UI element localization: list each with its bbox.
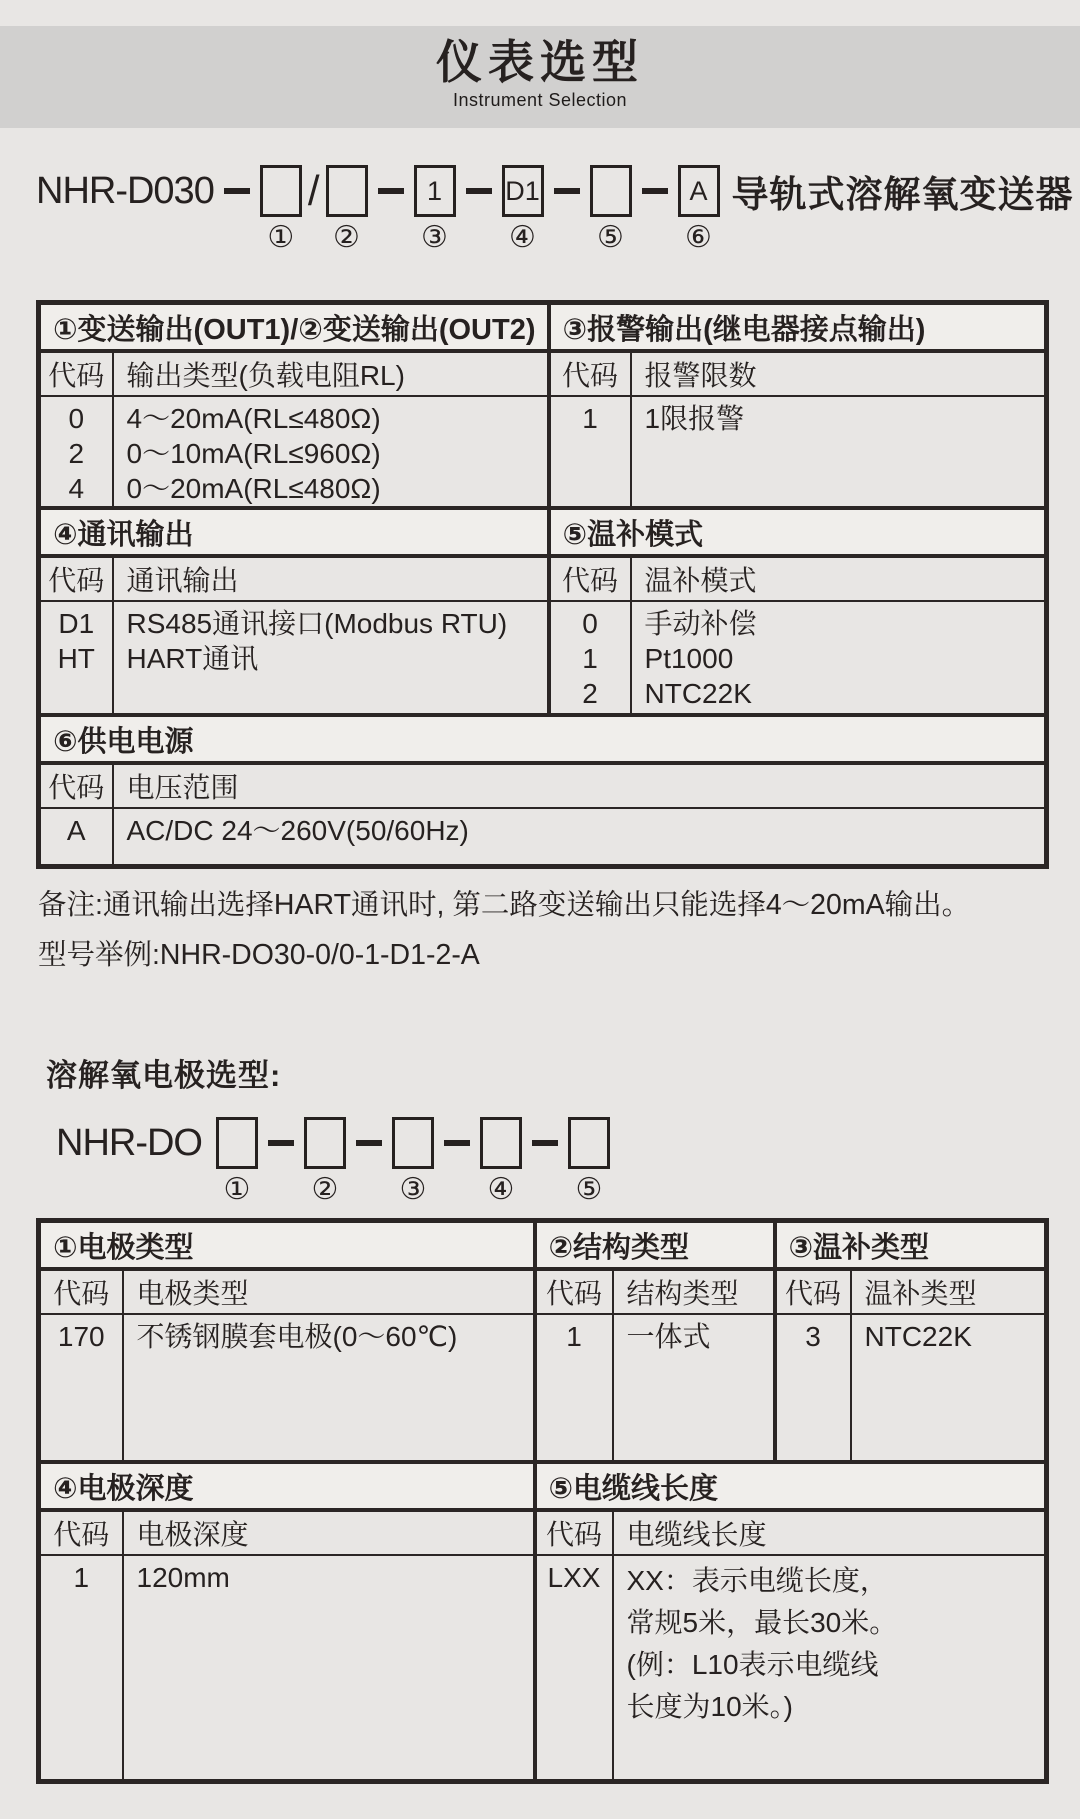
code-cell: 1 <box>549 396 631 508</box>
box-value: A <box>689 175 708 206</box>
section-title: ①电极类型 <box>39 1221 535 1270</box>
label-cell: NTC22K <box>851 1314 1047 1462</box>
label-cell: 1限报警 <box>631 396 1047 508</box>
code-cell: 170 <box>39 1314 123 1462</box>
model-code-box-1 <box>216 1117 258 1206</box>
section-title: ②结构类型 <box>535 1221 775 1270</box>
note-remark: 备注:通讯输出选择HART通讯时, 第二路变送输出只能选择4～20mA输出。 <box>38 889 971 921</box>
circled-number-5: ⑤ <box>597 221 624 254</box>
circled-number-3: ③ <box>399 1173 427 1206</box>
circled-number-1: ① <box>267 221 295 254</box>
header-band <box>0 26 1080 128</box>
box-value: D1 <box>505 175 540 206</box>
circled-number-2: ② <box>311 1173 339 1206</box>
model-code-box-3 <box>392 1117 434 1206</box>
table-section-header-row <box>39 715 1047 763</box>
notes-block <box>38 880 970 980</box>
label-cell: 一体式 <box>613 1314 775 1462</box>
code-cell: 1 <box>39 1555 123 1781</box>
circled-number-4: ④ <box>509 221 536 254</box>
label-cell: 不锈钢膜套电极(0～60℃) <box>123 1314 535 1462</box>
col-header-label: 电极深度 <box>123 1510 535 1555</box>
section-title: ④通讯输出 <box>39 508 549 556</box>
code-cell: 0 2 4 <box>39 396 113 508</box>
electrode-selection-table <box>36 1218 1049 1784</box>
circled-number-1: ① <box>223 1173 251 1206</box>
code-cell: 3 <box>775 1314 851 1462</box>
label-cell: AC/DC 24～260V(50/60Hz) <box>113 808 1047 866</box>
code-cell: A <box>39 808 113 866</box>
circled-number-2: ② <box>333 221 360 254</box>
col-header-code: 代码 <box>39 351 113 396</box>
table-section-header-row <box>39 303 1047 352</box>
col-header-label: 输出类型(负载电阻RL) <box>113 351 549 396</box>
col-header-label: 电极类型 <box>123 1269 535 1314</box>
model-code-box-2 <box>304 1117 346 1206</box>
col-header-code: 代码 <box>549 351 631 396</box>
code-cell: 0 1 2 <box>549 601 631 715</box>
label-cell: 4～20mA(RL≤480Ω) 0～10mA(RL≤960Ω) 0～20mA(RL≤480Ω) <box>113 396 549 508</box>
section-title: ⑥供电电源 <box>39 715 1047 763</box>
column-header-row <box>39 1269 1047 1314</box>
model-code-box-2 <box>326 165 368 254</box>
table-data-row <box>39 396 1047 508</box>
dash-separator <box>268 1140 294 1146</box>
dash-separator <box>224 188 250 194</box>
dash-separator <box>356 1140 382 1146</box>
model-code-box-3 <box>414 165 456 254</box>
model-code-box-1 <box>260 165 302 254</box>
model-code-box-4 <box>502 165 544 254</box>
section-title: ①变送输出(OUT1)/②变送输出(OUT2) <box>39 303 549 352</box>
dash-separator <box>444 1140 470 1146</box>
dash-separator <box>642 188 668 194</box>
page-subtitle: Instrument Selection <box>452 90 628 110</box>
col-header-label: 温补类型 <box>851 1269 1047 1314</box>
model-prefix: NHR-DO <box>56 1121 202 1164</box>
note-model-example: 型号举例:NHR-DO30-0/0-1-D1-2-A <box>38 939 480 971</box>
table-data-row <box>39 808 1047 866</box>
circled-number-6: ⑥ <box>685 221 712 254</box>
col-header-code: 代码 <box>775 1269 851 1314</box>
col-header-code: 代码 <box>535 1510 613 1555</box>
model-code-box-6 <box>678 165 720 254</box>
label-cell: 手动补偿 Pt1000 NTC22K <box>631 601 1047 715</box>
table-section-header-row <box>39 1221 1047 1270</box>
transmitter-selection-table <box>36 300 1049 869</box>
dash-separator <box>554 188 580 194</box>
circled-number-3: ③ <box>421 221 448 254</box>
model-code-line-transmitter <box>36 164 1074 254</box>
col-header-code: 代码 <box>39 763 113 808</box>
column-header-row <box>39 763 1047 808</box>
column-header-row <box>39 1510 1047 1555</box>
section-title: ③报警输出(继电器接点输出) <box>549 303 1047 352</box>
column-header-row <box>39 351 1047 396</box>
label-cell: RS485通讯接口(Modbus RTU) HART通讯 <box>113 601 549 715</box>
code-cell: 1 <box>535 1314 613 1462</box>
table-section-header-row <box>39 508 1047 556</box>
model-code-box-4 <box>480 1117 522 1206</box>
col-header-code: 代码 <box>39 1269 123 1314</box>
model-code-box-5 <box>590 165 632 254</box>
dash-separator <box>466 188 492 194</box>
label-cell-cable-length: XX：表示电缆长度， 常规5米，最长30米。 (例：L10表示电缆线 长度为10米。) <box>613 1555 1047 1781</box>
model-prefix: NHR-D030 <box>36 169 214 212</box>
column-header-row <box>39 556 1047 601</box>
col-header-code: 代码 <box>535 1269 613 1314</box>
section-title: ③温补类型 <box>775 1221 1047 1270</box>
col-header-label: 通讯输出 <box>113 556 549 601</box>
col-header-label: 温补模式 <box>631 556 1047 601</box>
col-header-label: 结构类型 <box>613 1269 775 1314</box>
electrode-selection-title: 溶解氧电极选型: <box>46 1058 282 1093</box>
page-title: 仪表选型 <box>436 36 644 88</box>
table-data-row <box>39 1314 1047 1462</box>
table-section-header-row <box>39 1462 1047 1510</box>
col-header-code: 代码 <box>39 556 113 601</box>
label-cell: 120mm <box>123 1555 535 1781</box>
code-cell: D1 HT <box>39 601 113 715</box>
table-data-row <box>39 1555 1047 1781</box>
box-value: 1 <box>426 175 443 206</box>
section-title: ⑤电缆线长度 <box>535 1462 1047 1510</box>
dash-separator <box>378 188 404 194</box>
model-description: 导轨式溶解氧变送器 <box>731 174 1074 215</box>
col-header-label: 电压范围 <box>113 763 1047 808</box>
circled-number-4: ④ <box>487 1173 515 1206</box>
col-header-label: 电缆线长度 <box>613 1510 1047 1555</box>
col-header-code: 代码 <box>549 556 631 601</box>
table-data-row <box>39 601 1047 715</box>
col-header-code: 代码 <box>39 1510 123 1555</box>
model-code-box-5 <box>568 1117 610 1206</box>
section-title: ⑤温补模式 <box>549 508 1047 556</box>
slash-separator: / <box>307 167 320 214</box>
code-cell: LXX <box>535 1555 613 1781</box>
circled-number-5: ⑤ <box>575 1173 603 1206</box>
model-code-line-electrode <box>56 1116 610 1206</box>
dash-separator <box>532 1140 558 1146</box>
section-title: ④电极深度 <box>39 1462 535 1510</box>
col-header-label: 报警限数 <box>631 351 1047 396</box>
